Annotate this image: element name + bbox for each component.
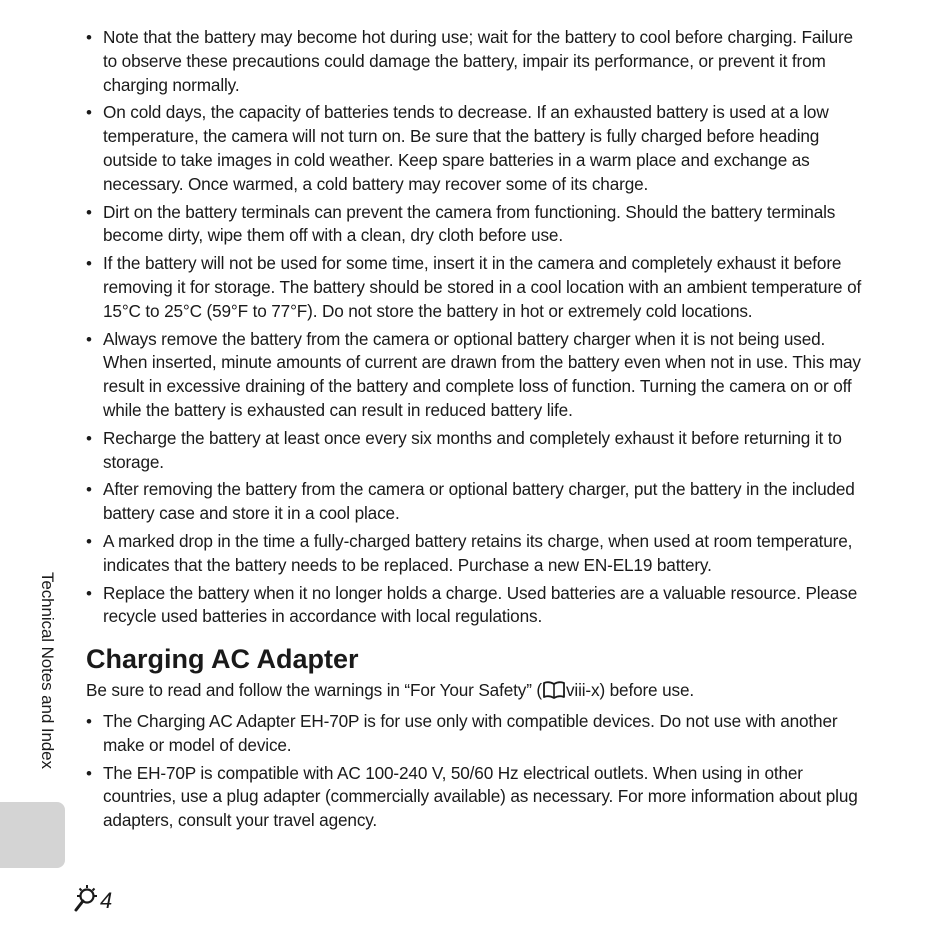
battery-notes-list xyxy=(86,26,866,629)
list-item: • A marked drop in the time a fully-charged battery retains its charge, when used at room temperature, indicates that the battery needs to be replaced. Purchase a new EN-EL19 battery. xyxy=(86,530,866,578)
intro-text-before: Be sure to read and follow the warnings in “For Your Safety” ( xyxy=(86,680,542,701)
list-item: • Always remove the battery from the camera or optional battery charger when it is not being used. When inserted, minute amounts of current are drawn from the battery even when not in use. This may result in excessive draining of the battery and complete loss of function. Turning the camera on or off while the battery is exhausted can result in reduced battery life. xyxy=(86,328,866,423)
list-item: • Note that the battery may become hot during use; wait for the battery to cool before charging. Failure to observe these precautions could damage the battery, impair its performance, or prevent it from charging normally. xyxy=(86,26,866,97)
side-tab-label: Technical Notes and Index xyxy=(38,572,57,769)
list-item: • The Charging AC Adapter EH-70P is for use only with compatible devices. Do not use with another make or model of device. xyxy=(86,710,866,758)
side-tab[interactable] xyxy=(0,802,65,868)
list-item: • If the battery will not be used for some time, insert it in the camera and completely exhaust it before removing it for storage. The battery should be stored in a cool location with an ambient temperature of 15°C to 25°C (59°F to 77°F). Do not store the battery in hot or extremely cold locations. xyxy=(86,252,866,323)
page-content xyxy=(86,26,866,837)
list-item: • The EH-70P is compatible with AC 100-240 V, 50/60 Hz electrical outlets. When using in other countries, use a plug adapter (commercially available) as necessary. For more information about plug adapters, consult your travel agency. xyxy=(86,762,866,833)
book-icon xyxy=(543,681,565,706)
page-footer xyxy=(74,886,112,916)
adapter-notes-list xyxy=(86,710,866,833)
technical-notes-icon xyxy=(74,884,98,918)
section-intro xyxy=(86,679,866,706)
list-item: • Recharge the battery at least once every six months and completely exhaust it before returning it to storage. xyxy=(86,427,866,475)
list-item: • Replace the battery when it no longer holds a charge. Used batteries are a valuable resource. Please recycle used batteries in accordance with local regulations. xyxy=(86,582,866,630)
list-item: • After removing the battery from the camera or optional battery charger, put the battery in the included battery case and store it in a cool place. xyxy=(86,478,866,526)
list-item: • Dirt on the battery terminals can prevent the camera from functioning. Should the battery terminals become dirty, wipe them off with a clean, dry cloth before use. xyxy=(86,201,866,249)
page-number: 4 xyxy=(100,888,113,913)
list-item: • On cold days, the capacity of batteries tends to decrease. If an exhausted battery is used at a low temperature, the camera will not turn on. Be sure that the battery is fully charged before heading outside to take images in cold weather. Keep spare batteries in a warm place and exchange as necessary. Once warmed, a cold battery may recover some of its charge. xyxy=(86,101,866,196)
section-heading: Charging AC Adapter xyxy=(86,644,359,675)
intro-text-after: ) before use. xyxy=(599,680,694,701)
page-reference-link[interactable]: viii-x xyxy=(565,680,600,701)
